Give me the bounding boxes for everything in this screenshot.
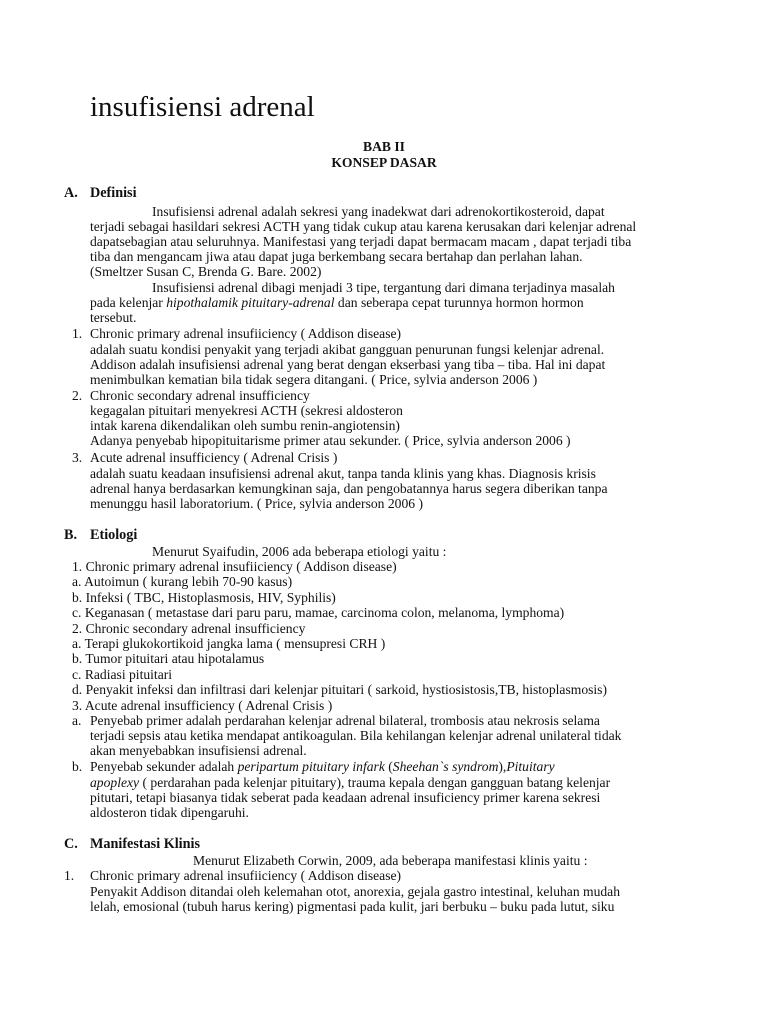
type-2-line: intak karena dikendalikan oleh sumbu renin-angiotensin) [90,418,400,433]
etiology-group-1-title: 1. Chronic primary adrenal insufiiciency ( Addison disease) [72,559,397,574]
type-1-line: menimbulkan kematian bila tidak segera ditangani. ( Price, sylvia anderson 2006 ) [90,372,538,387]
type-3-line: adrenal hanya berdasarkan kemungkinan saja, dan pengobatannya harus segera diberikan tanpa [90,481,608,496]
type-1-title: Chronic primary adrenal insufiiciency ( Addison disease) [90,326,402,341]
type-1-marker: 1. [72,326,83,341]
etiology-item-line: pitutari, tetapi biasanya tidak seberat pada keadaan adrenal insuficiency primer karena sekresi [90,790,601,805]
section-c-heading: Manifestasi Klinis [90,836,200,852]
manifestation-item-line: lelah, emosional (tubuh harus kering) pigmentasi pada kulit, jari berbuku – buku pada lutut, siku [90,899,615,914]
etiology-item: b. Tumor pituitari atau hipotalamus [72,651,265,666]
etiology-item-line: terjadi sepsis atau ketika mendapat antikoagulan. Bila kehilangan kelenjar adrenal unilateral tidak [90,728,622,743]
etiology-group-3-title: 3. Acute adrenal insufficiency ( Adrenal Crisis ) [72,698,333,713]
etiology-item: b. Infeksi ( TBC, Histoplasmosis, HIV, Syphilis) [72,590,336,605]
definition-citation: (Smeltzer Susan C, Brenda G. Bare. 2002) [90,264,322,279]
italic-term: hipothalamik pituitary-adrenal [166,295,335,310]
chapter-title: KONSEP DASAR [331,155,437,170]
type-1-line: adalah suatu kondisi penyakit yang terjadi akibat gangguan penurunan fungsi kelenjar adrenal. [90,342,605,357]
etiology-item-line: akan menyebabkan insufisiensi adrenal. [90,743,307,758]
etiology-item: a. Autoimun ( kurang lebih 70-90 kasus) [72,574,293,589]
chapter-number: BAB II [363,139,405,154]
italic-term: Pituitary [506,759,555,774]
etiology-item: c. Radiasi pituitari [72,667,173,682]
type-2-line: Adanya penyebab hipopituitarisme primer atau sekunder. ( Price, sylvia anderson 2006 ) [90,433,571,448]
section-b-marker: B. [64,527,78,543]
etiology-item-line: apoplexy ( perdarahan pada kelenjar pituitary), trauma kepala dengan gangguan batang kelenjar [90,775,611,790]
type-2-marker: 2. [72,388,83,403]
types-paragraph-line: Insufisiensi adrenal dibagi menjadi 3 tipe, tergantung dari dimana terjadinya masalah [152,280,615,295]
definition-paragraph-line: dapatsebagian atau seluruhnya. Manifestasi yang terjadi dapat bermacam macam , dapat terjadi tiba [90,234,632,249]
type-3-line: adalah suatu keadaan insufisiensi adrenal akut, tanpa tanda klinis yang khas. Diagnosis krisis [90,466,596,481]
definition-paragraph-line: Insufisiensi adrenal adalah sekresi yang inadekwat dari adrenokortikosteroid, dapat [152,204,605,219]
etiology-item: c. Keganasan ( metastase dari paru paru, mamae, carcinoma colon, melanoma, lymphoma) [72,605,565,620]
types-paragraph-line: pada kelenjar hipothalamik pituitary-adrenal dan seberapa cepat turunnya hormon hormon [90,295,584,310]
type-3-title: Acute adrenal insufficiency ( Adrenal Crisis ) [90,450,338,465]
italic-term: peripartum pituitary infark [237,759,385,774]
etiology-item-line: aldosteron tidak dipengaruhi. [90,805,249,820]
type-3-line: menunggu hasil laboratorium. ( Price, sylvia anderson 2006 ) [90,496,423,511]
definition-paragraph-line: tiba dan mengancam jiwa atau dapat juga berkembang secara bertahap dan perlahan lahan. [90,249,583,264]
etiology-item-line: Penyebab sekunder adalah peripartum pituitary infark (Sheehan`s syndrom),Pituitary [90,759,555,774]
manifestation-item-marker: 1. [64,868,75,883]
manifestation-intro: Menurut Elizabeth Corwin, 2009, ada beberapa manifestasi klinis yaitu : [193,853,588,868]
etiology-item-marker: b. [72,759,83,774]
italic-term: Sheehan`s syndrom [392,759,499,774]
types-paragraph-line: tersebut. [90,310,137,325]
section-a-heading: Definisi [90,185,137,201]
definition-paragraph-line: terjadi sebagai hasildari sekresi ACTH yang tidak cukup atau karena kerusakan dari kelenjar adrenal [90,219,637,234]
type-1-line: Addison adalah insufisiensi adrenal yang berat dengan ekserbasi yang tiba – tiba. Hal ini dapat [90,357,606,372]
manifestation-item-line: Penyakit Addison ditandai oleh kelemahan otot, anorexia, gejala gastro intestinal, keluhan mudah [90,884,621,899]
section-c-marker: C. [64,836,78,852]
type-3-marker: 3. [72,450,83,465]
type-2-line: kegagalan pituitari menyekresi ACTH (sekresi aldosteron [90,403,403,418]
italic-term: apoplexy [90,775,140,790]
etiology-intro: Menurut Syaifudin, 2006 ada beberapa etiologi yaitu : [152,544,447,559]
etiology-item-marker: a. [72,713,82,728]
etiology-group-2-title: 2. Chronic secondary adrenal insufficiency [72,621,306,636]
etiology-item: d. Penyakit infeksi dan infiltrasi dari kelenjar pituitari ( sarkoid, hystiosistosis,TB, histoplasmosis) [72,682,608,697]
etiology-item: a. Terapi glukokortikoid jangka lama ( mensupresi CRH ) [72,636,386,651]
section-b-heading: Etiologi [90,527,138,543]
document-title: insufisiensi adrenal [90,91,315,123]
type-2-title: Chronic secondary adrenal insufficiency [90,388,310,403]
manifestation-item-title: Chronic primary adrenal insufiiciency ( Addison disease) [90,868,402,883]
section-a-marker: A. [64,185,78,201]
etiology-item-line: Penyebab primer adalah perdarahan kelenjar adrenal bilateral, trombosis atau nekrosis selama [90,713,600,728]
